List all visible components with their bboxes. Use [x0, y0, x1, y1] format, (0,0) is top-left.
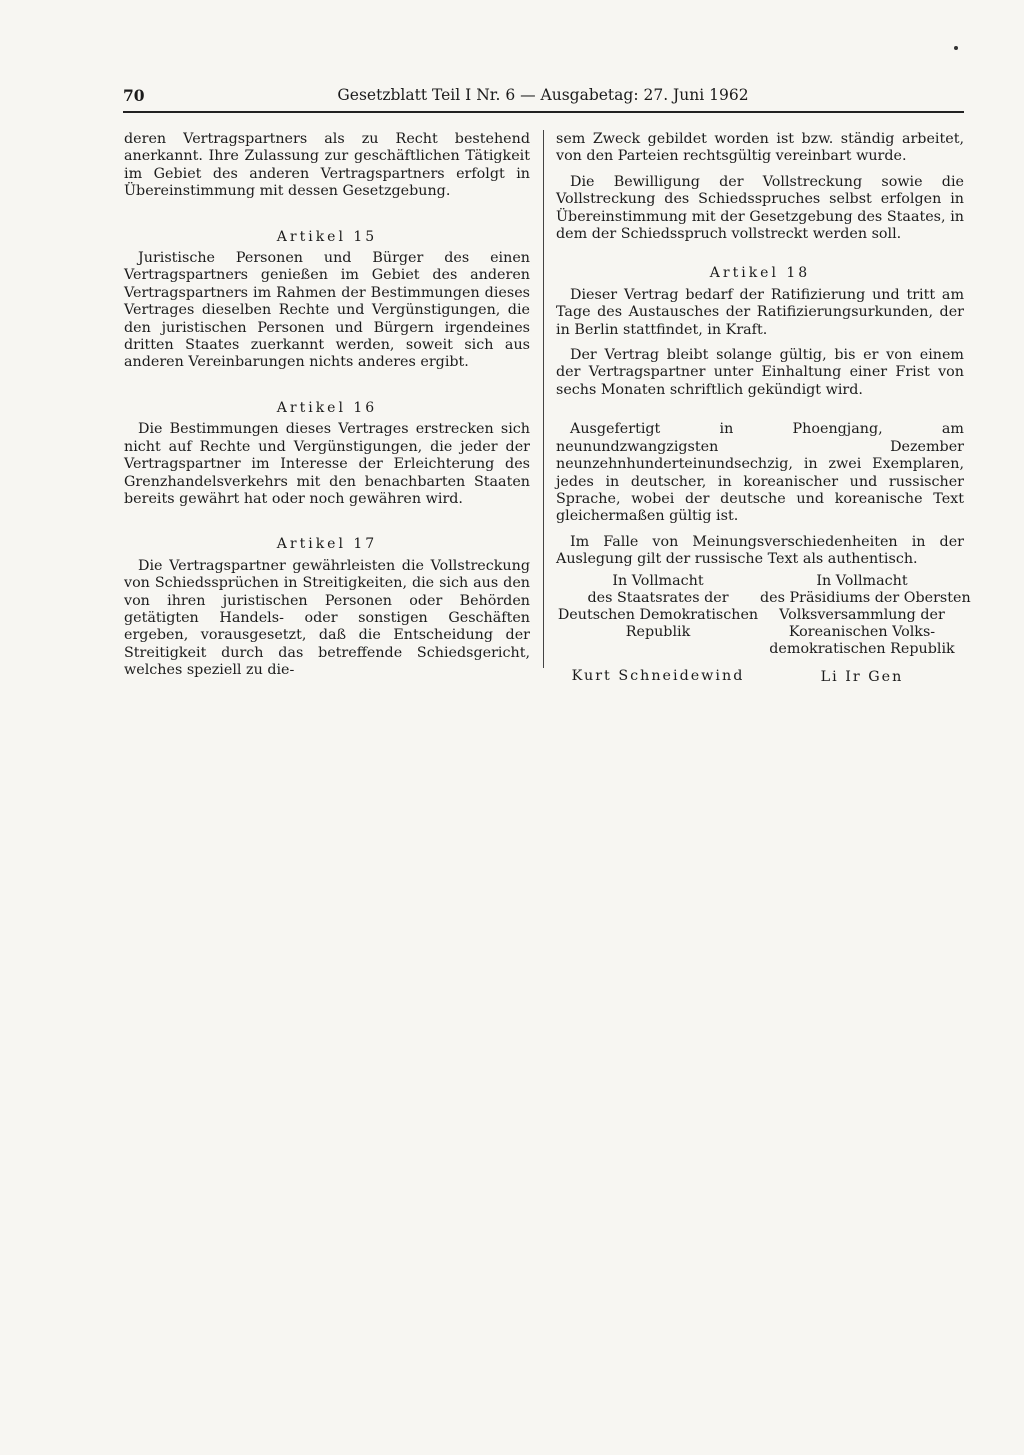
signature-block — [556, 572, 971, 686]
article-17-continued: sem Zweck gebildet worden ist bzw. ständig arbeitet, von den Parteien rechtsgültig vereinbart wurde. — [556, 131, 964, 165]
article-17-paragraph-2: Die Bewilligung der Vollstreckung sowie die Vollstreckung des Schiedsspruches selbst erfolgen in Übereinstimmung mit der Gesetzgebung des Staates, in dem der Schiedsspruch vollstreckt werden soll. — [556, 173, 964, 243]
article-16-text: Die Bestimmungen dieses Vertrages erstrecken sich nicht auf Rechte und Vergünstigungen, die jeder der Vertragspartner im Interesse der Erleichterung des Grenzhandelsverkehrs mit den benachbarten Staaten bereits gewährt hat oder noch gewähren wird. — [124, 421, 530, 507]
page-header — [123, 86, 963, 108]
article-15-heading: Artikel 15 — [276, 228, 378, 245]
closing-paragraph-1: Ausgefertigt in Phoengjang, am neunundzwangzigsten Dezember neunzehnhunderteinundsechzig, in zwei Exemplaren, jedes in deutscher, in koreanischer und russischer Sprache, wobei der deutsche und koreanische Text gleichermaßen gültig ist. — [556, 421, 964, 525]
running-title: Gesetzblatt Teil I Nr. 6 — Ausgabetag: 27. Juni 1962 — [337, 86, 749, 104]
article-17-text: Die Vertragspartner gewährleisten die Vollstreckung von Schiedssprüchen in Streitigkeiten, die sich aus den von ihren juristischen Personen oder Behörden getätigten Handels- oder sonstigen Geschäften ergeben, vorausgesetzt, daß die Entscheidung der Streitigkeit durch das betreffende Schiedsgericht, welches speziell zu die- — [124, 557, 530, 679]
signer-left: Kurt Schneidewind — [571, 668, 745, 685]
signature-left — [556, 573, 760, 686]
sig-right-line-3: Volksversammlung der — [779, 606, 945, 623]
sig-right-line-1: In Vollmacht — [816, 572, 908, 589]
page-number: 70 — [123, 86, 145, 105]
article-18-paragraph-2: Der Vertrag bleibt solange gültig, bis er von einem der Vertragspartner unter Einhaltung einer Frist von sechs Monaten schriftlich gekündigt wird. — [556, 347, 964, 398]
sig-right-line-5: demokratischen Republik — [769, 641, 955, 658]
article-17-heading: Artikel 17 — [276, 536, 378, 553]
sig-left-line-3: Deutschen Demokratischen — [557, 606, 759, 623]
sig-left-line-2: des Staatsrates der — [587, 589, 729, 606]
intro-paragraph: deren Vertragspartners als zu Recht bestehend anerkannt. Ihre Zulassung zur geschäftlichen Tätigkeit im Gebiet des anderen Vertragspartners erfolgt in Übereinstimmung mit dessen Gesetzgebung. — [124, 131, 530, 200]
sig-left-line-4: Republik — [625, 624, 691, 641]
article-18-heading: Artikel 18 — [709, 265, 811, 282]
closing-paragraph-2: Im Falle von Meinungsverschiedenheiten in der Auslegung gilt der russische Text als authentisch. — [556, 533, 964, 568]
right-column — [556, 131, 971, 686]
left-column — [124, 131, 530, 680]
header-rule — [123, 111, 964, 113]
print-speck — [954, 46, 958, 50]
article-15-text: Juristische Personen und Bürger des einen Vertragspartners genießen im Gebiet des anderen Vertragspartners im Rahmen der Bestimmungen dieses Vertrages dieselben Rechte und Vergünstigungen, die den juristischen Personen und Bürgern irgendeines dritten Staates zuerkannt werden, soweit sich aus anderen Vereinbarungen nichts anderes ergibt. — [124, 250, 530, 371]
signer-right: Li Ir Gen — [820, 668, 904, 685]
sig-left-line-1: In Vollmacht — [612, 572, 704, 589]
signature-right — [760, 572, 971, 686]
article-18-paragraph-1: Dieser Vertrag bedarf der Ratifizierung und tritt am Tage des Austausches der Ratifizierungsurkunden, der in Berlin stattfindet, in Kraft. — [556, 286, 964, 338]
sig-right-line-4: Koreanischen Volks- — [788, 624, 936, 641]
article-16-heading: Artikel 16 — [276, 399, 378, 416]
column-divider — [543, 130, 544, 668]
sig-right-line-2: des Präsidiums der Obersten — [760, 589, 971, 606]
